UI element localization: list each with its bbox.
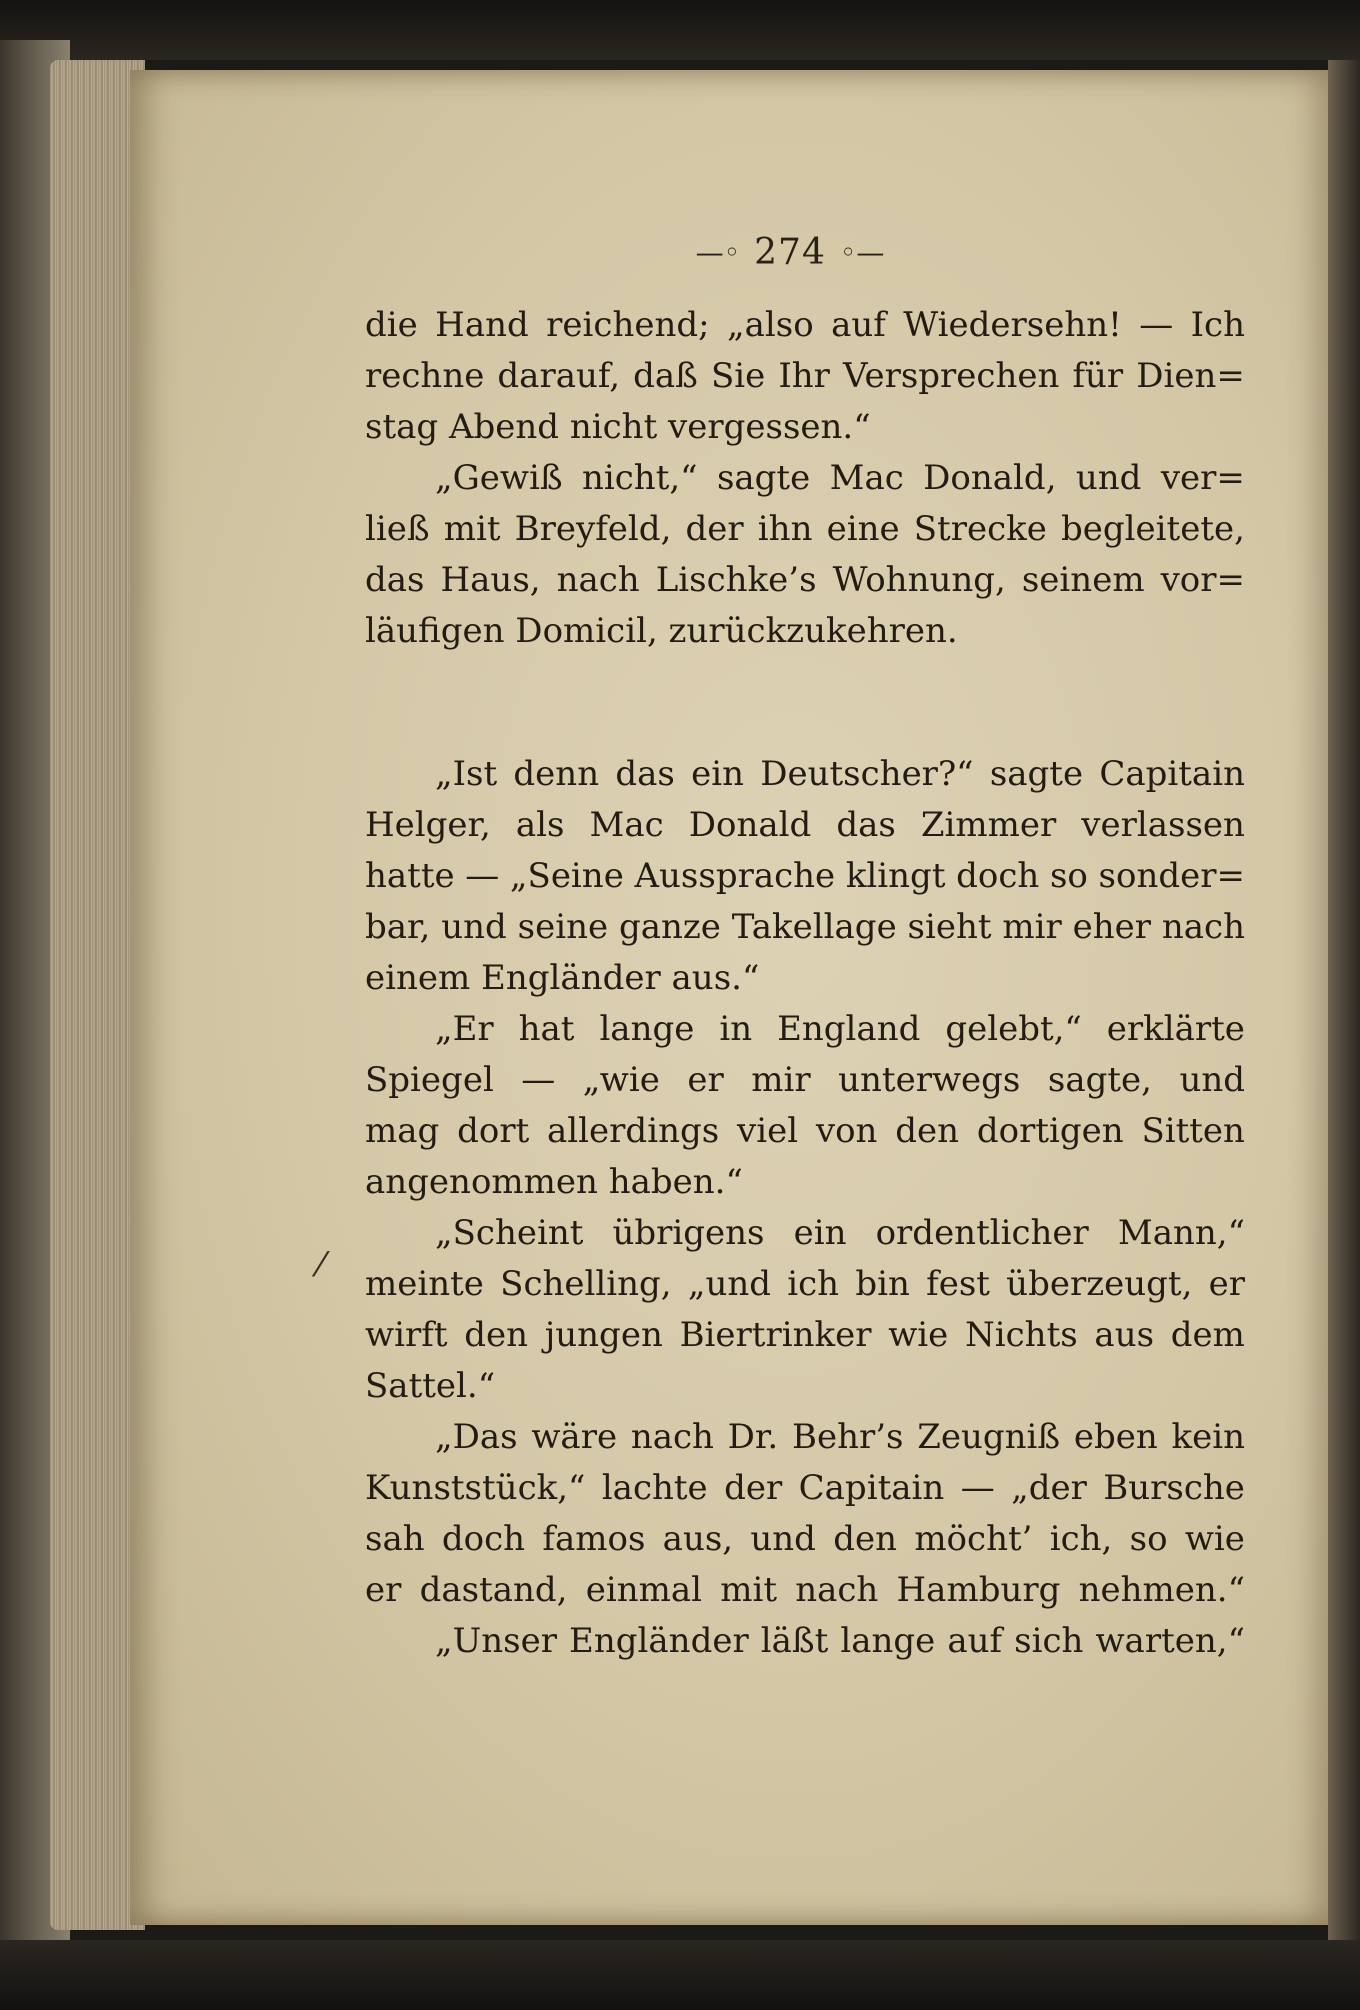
word: Bursche	[1103, 1468, 1245, 1508]
word: nehmen.“	[1078, 1570, 1245, 1610]
word: auf	[831, 305, 886, 345]
word: das	[836, 805, 896, 845]
word: die	[365, 305, 418, 345]
word: —	[465, 856, 500, 896]
word: aus,	[662, 1519, 734, 1559]
word: ich	[787, 1264, 840, 1304]
word: mir	[751, 1060, 811, 1100]
word: sonder=	[1098, 856, 1245, 896]
word: Dien=	[1136, 356, 1245, 396]
text-line	[365, 1514, 1245, 1565]
text-line	[365, 902, 1245, 953]
word: vor=	[1160, 560, 1245, 600]
word: Lischke’s	[655, 560, 817, 600]
margin-mark: ⁄	[318, 1245, 324, 1285]
word: England	[777, 1009, 921, 1049]
text-line	[365, 555, 1245, 606]
word: „also	[727, 305, 814, 345]
text-line: angenommen haben.“	[365, 1162, 743, 1202]
word: mit	[443, 509, 501, 549]
ornament-right: ◦—	[839, 235, 885, 269]
word: auf	[947, 1621, 1003, 1661]
word: Capitain	[798, 1468, 945, 1508]
word: „der	[1011, 1468, 1087, 1508]
book-gutter	[1328, 60, 1360, 1940]
word: —	[1139, 305, 1174, 345]
text-line	[365, 1412, 1245, 1463]
word: Breyfeld,	[514, 509, 672, 549]
word: Zimmer	[920, 805, 1057, 845]
word: unterwegs	[838, 1060, 1021, 1100]
word: gelebt,“	[945, 1009, 1082, 1049]
word: ganze	[618, 907, 721, 947]
word: erklärte	[1106, 1009, 1245, 1049]
section-gap	[365, 657, 1245, 749]
text-line	[365, 1259, 1245, 1310]
word: wie	[888, 1315, 949, 1355]
word: Nichts	[965, 1315, 1078, 1355]
word: für	[1072, 356, 1124, 396]
word: Deutscher?“	[760, 754, 974, 794]
word: viel	[736, 1111, 799, 1151]
word: seine	[517, 907, 609, 947]
word: fest	[926, 1264, 990, 1304]
word: lachte	[601, 1468, 708, 1508]
word: sah	[365, 1519, 425, 1559]
word: er	[687, 1060, 724, 1100]
word: Takellage	[731, 907, 897, 947]
word: ließ	[365, 509, 430, 549]
word: „und	[687, 1264, 772, 1304]
word: rechne	[365, 356, 485, 396]
background-bottom	[0, 1940, 1360, 2010]
word: sich	[1014, 1621, 1084, 1661]
word: und	[441, 907, 507, 947]
word: der	[685, 509, 744, 549]
word: dastand,	[419, 1570, 568, 1610]
word: lange	[599, 1009, 695, 1049]
word: warten,“	[1095, 1621, 1245, 1661]
text-line	[365, 800, 1245, 851]
word: Ihr	[778, 356, 830, 396]
body-text	[365, 300, 1245, 1667]
text-line	[365, 1310, 1245, 1361]
word: in	[719, 1009, 753, 1049]
word: „Ist	[435, 754, 498, 794]
word: den	[895, 1111, 960, 1151]
word: lange	[840, 1621, 936, 1661]
text-line: einem Engländer aus.“	[365, 958, 760, 998]
text-line	[365, 1616, 1245, 1667]
word: hat	[518, 1009, 575, 1049]
word: mag	[365, 1111, 440, 1151]
word: Kunststück,“	[365, 1468, 586, 1508]
word: ein	[691, 754, 744, 794]
ornament-left: —◦	[695, 235, 741, 269]
word: meinte	[365, 1264, 484, 1304]
word: er	[365, 1570, 402, 1610]
word: Spiegel	[365, 1060, 494, 1100]
word: Aussprache	[634, 856, 836, 896]
word: verlassen	[1081, 805, 1245, 845]
word: Mac	[589, 805, 664, 845]
word: der	[724, 1468, 783, 1508]
word: das	[615, 754, 675, 794]
word: Behr’s	[791, 1417, 904, 1457]
page-header	[670, 222, 910, 282]
text-line	[365, 1106, 1245, 1157]
word: Donald,	[923, 458, 1057, 498]
word: Engländer	[569, 1621, 749, 1661]
text-line	[365, 453, 1245, 504]
word: Wiedersehn!	[903, 305, 1122, 345]
word: „Scheint	[435, 1213, 584, 1253]
word: klingt	[845, 856, 946, 896]
word: bin	[855, 1264, 910, 1304]
word: doch	[956, 856, 1040, 896]
word: läßt	[760, 1621, 829, 1661]
word: kein	[1171, 1417, 1245, 1457]
word: nach	[795, 1570, 879, 1610]
text-line	[365, 1463, 1245, 1514]
word: Hand	[435, 305, 529, 345]
word: dort	[457, 1111, 530, 1151]
word: wirft	[365, 1315, 448, 1355]
word: Strecke	[913, 509, 1047, 549]
word: begleitete,	[1061, 509, 1245, 549]
word: Versprechen	[843, 356, 1060, 396]
word: überzeugt,	[1006, 1264, 1193, 1304]
word: als	[515, 805, 565, 845]
word: darauf,	[497, 356, 621, 396]
word: nach	[630, 1417, 714, 1457]
word: —	[960, 1468, 995, 1508]
word: Hamburg	[896, 1570, 1061, 1610]
word: dortigen	[976, 1111, 1124, 1151]
word: —	[521, 1060, 556, 1100]
word: Ich	[1190, 305, 1245, 345]
text-line: Sattel.“	[365, 1366, 496, 1406]
word: Schelling,	[500, 1264, 672, 1304]
word: und	[1075, 458, 1142, 498]
word: „Seine	[509, 856, 624, 896]
word: „Gewiß	[435, 458, 563, 498]
word: so	[1049, 856, 1088, 896]
word: ihn	[757, 509, 813, 549]
word: das	[365, 560, 425, 600]
text-line	[365, 1004, 1245, 1055]
word: sagte	[989, 754, 1084, 794]
word: Haus,	[440, 560, 541, 600]
word: Biertrinker	[679, 1315, 872, 1355]
word: nicht,“	[581, 458, 698, 498]
word: eine	[826, 509, 900, 549]
text-line: läufigen Domicil, zurückzukehren.	[365, 611, 958, 651]
page-number: 274	[754, 231, 826, 273]
word: Wohnung,	[832, 560, 1006, 600]
word: doch	[441, 1519, 526, 1559]
word: „Das	[435, 1417, 518, 1457]
word: sagte,	[1047, 1060, 1152, 1100]
text-line	[365, 1565, 1245, 1616]
word: nach	[1161, 907, 1245, 947]
word: nach	[556, 560, 640, 600]
word: Zeugniß	[917, 1417, 1061, 1457]
word: daß	[633, 356, 698, 396]
text-line	[365, 749, 1245, 800]
word: mit	[720, 1570, 777, 1610]
word: seinem	[1021, 560, 1145, 600]
word: einmal	[585, 1570, 702, 1610]
word: von	[815, 1111, 878, 1151]
word: sagte	[716, 458, 811, 498]
word: wie	[1184, 1519, 1245, 1559]
word: eben	[1073, 1417, 1158, 1457]
word: „Er	[435, 1009, 494, 1049]
word: wäre	[531, 1417, 618, 1457]
word: so	[1129, 1519, 1168, 1559]
text-line: stag Abend nicht vergessen.“	[365, 407, 871, 447]
word: ordentlicher	[875, 1213, 1089, 1253]
word: dem	[1170, 1315, 1245, 1355]
word: allerdings	[547, 1111, 720, 1151]
word: ein	[793, 1213, 847, 1253]
word: ver=	[1160, 458, 1245, 498]
word: „wie	[582, 1060, 660, 1100]
word: reichend;	[546, 305, 710, 345]
word: jungen	[544, 1315, 663, 1355]
text-line	[365, 300, 1245, 351]
word: den	[464, 1315, 528, 1355]
word: Mac	[829, 458, 904, 498]
text-line	[365, 851, 1245, 902]
text-line	[365, 1055, 1245, 1106]
word: und	[750, 1519, 816, 1559]
word: famos	[542, 1519, 646, 1559]
word: denn	[513, 754, 600, 794]
word: „Unser	[435, 1621, 557, 1661]
word: möcht’	[914, 1519, 1033, 1559]
word: aus	[1094, 1315, 1155, 1355]
word: mir	[1002, 907, 1062, 947]
text-line	[365, 1208, 1245, 1259]
word: hatte	[365, 856, 455, 896]
word: Donald	[688, 805, 812, 845]
word: übrigens	[612, 1213, 765, 1253]
word: Mann,“	[1117, 1213, 1245, 1253]
background-top	[0, 0, 1360, 60]
word: Helger,	[365, 805, 491, 845]
word: und	[1179, 1060, 1245, 1100]
word: den	[833, 1519, 898, 1559]
word: sieht	[907, 907, 992, 947]
word: bar,	[365, 907, 431, 947]
word: er	[1208, 1264, 1245, 1304]
word: ich,	[1049, 1519, 1113, 1559]
word: Capitain	[1099, 754, 1245, 794]
word: Sitten	[1141, 1111, 1245, 1151]
word: Dr.	[727, 1417, 779, 1457]
word: Sie	[710, 356, 766, 396]
text-line	[365, 351, 1245, 402]
text-line	[365, 504, 1245, 555]
word: eher	[1072, 907, 1152, 947]
